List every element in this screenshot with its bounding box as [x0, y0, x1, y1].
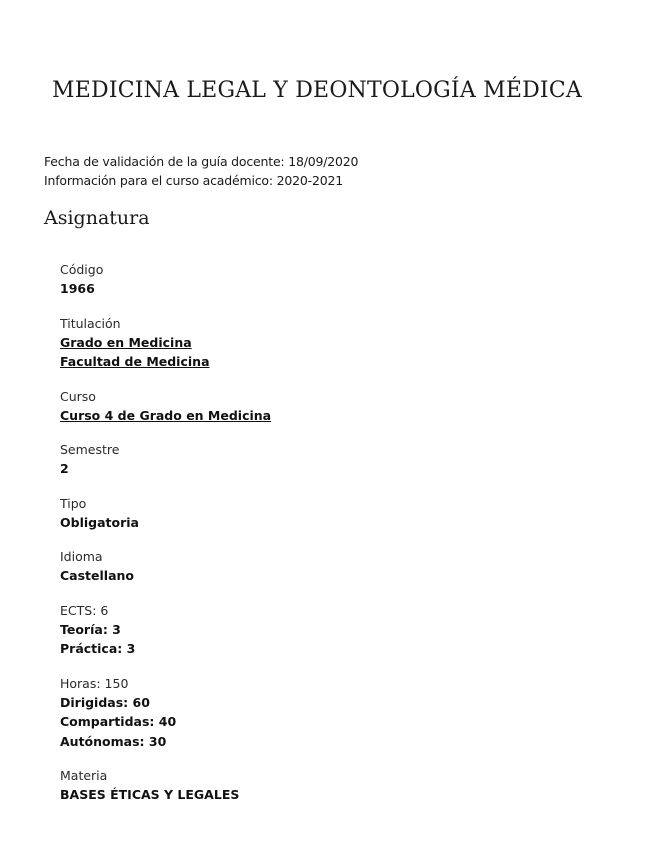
field-value: BASES ÉTICAS Y LEGALES — [60, 787, 240, 802]
faculty-link[interactable]: Facultad de Medicina — [60, 354, 210, 369]
field-label: Horas: 150 — [60, 675, 129, 691]
page-title: MEDICINA LEGAL Y DEONTOLOGÍA MÉDICA — [52, 78, 582, 103]
course-year-link[interactable]: Curso 4 de Grado en Medicina — [60, 407, 272, 423]
field-label: Curso — [60, 388, 96, 404]
field-codigo — [60, 260, 620, 299]
field-value: Obligatoria — [60, 514, 139, 530]
field-titulacion — [60, 314, 620, 372]
section-title: Asignatura — [44, 207, 150, 229]
field-horas — [60, 674, 620, 752]
field-label: Tipo — [60, 495, 87, 511]
field-value: 2 — [60, 461, 69, 476]
field-label: Semestre — [60, 442, 120, 457]
validation-date: Fecha de validación de la guía docente: 18/09/2020 — [44, 154, 359, 169]
academic-year: Información para el curso académico: 2020-2021 — [44, 173, 343, 188]
document-meta — [44, 152, 358, 190]
field-curso — [60, 387, 620, 426]
field-label: Titulación — [60, 315, 121, 331]
field-label: ECTS: 6 — [60, 602, 109, 618]
ects-theory: Teoría: 3 — [60, 621, 121, 637]
hours-directed: Dirigidas: 60 — [60, 694, 150, 710]
ects-practice: Práctica: 3 — [60, 641, 136, 656]
subject-fields — [60, 260, 620, 820]
field-value: 1966 — [60, 281, 95, 296]
field-label: Idioma — [60, 549, 103, 564]
field-tipo — [60, 494, 620, 533]
field-semestre — [60, 440, 620, 479]
field-label: Código — [60, 262, 104, 277]
hours-autonomous: Autónomas: 30 — [60, 733, 167, 749]
hours-shared: Compartidas: 40 — [60, 714, 177, 729]
field-label: Materia — [60, 768, 108, 783]
degree-link[interactable]: Grado en Medicina — [60, 334, 192, 350]
field-idioma — [60, 547, 620, 586]
field-ects — [60, 601, 620, 659]
field-materia — [60, 766, 620, 805]
field-value: Castellano — [60, 568, 134, 583]
